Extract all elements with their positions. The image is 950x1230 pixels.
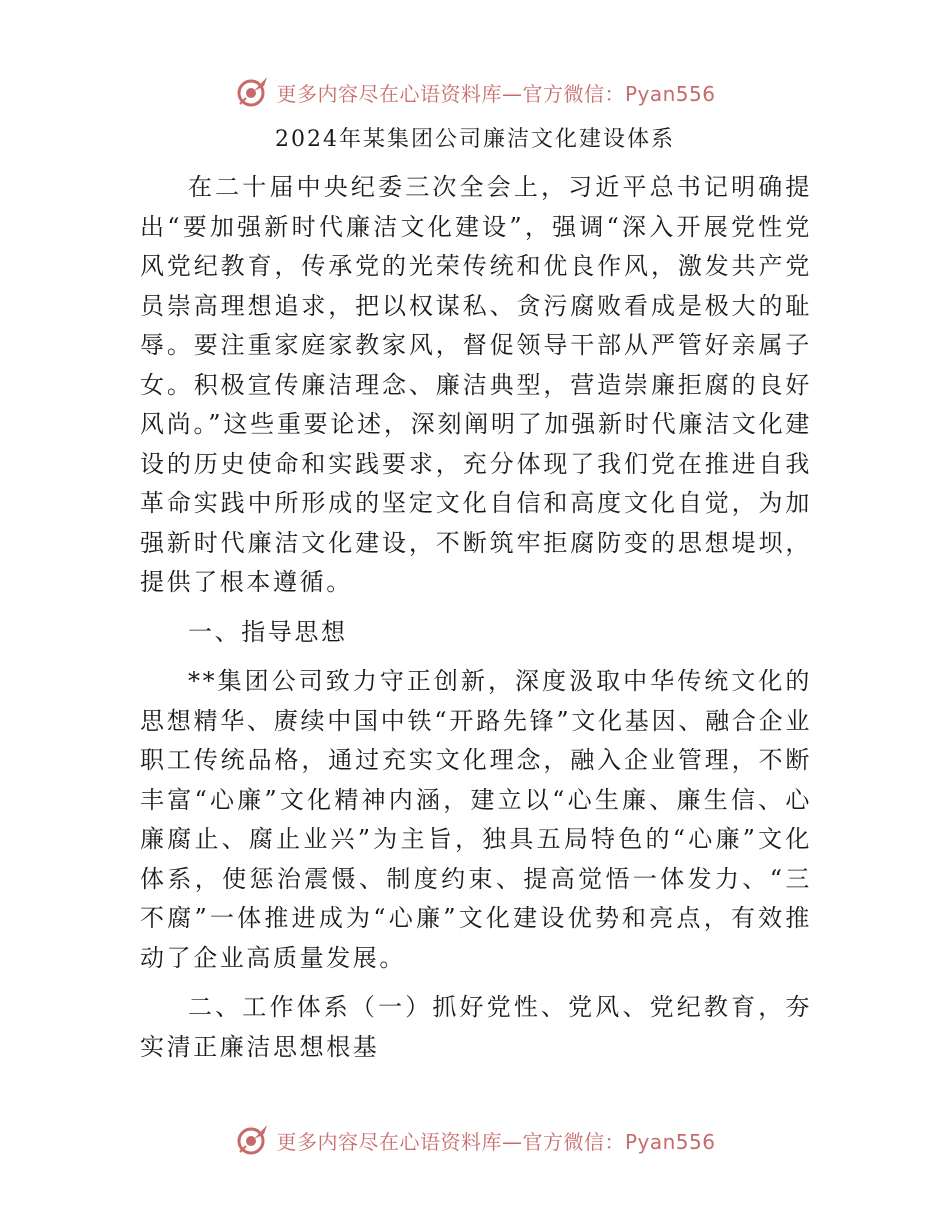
quill-circle-icon [234,74,270,110]
section-heading-guiding-thought: 一、指导思想 [188,617,348,646]
intro-paragraph: 在二十届中央纪委三次全会上，习近平总书记明确提出“要加强新时代廉洁文化建设”，强调“深入开展党性党风党纪教育，传承党的光荣传统和优良作风，激发共产党员崇高理想追求，把以权谋私、贪污腐败看成是极大的耻辱。要注重家庭家教家风，督促领导干部从严管好亲属子女。积极宣传廉洁理念、廉洁典型，营造崇廉拒腐的良好风尚。”这些重要论述，深刻阐明了加强新时代廉洁文化建设的历史使命和实践要求，充分体现了我们党在推进自我革命实践中所形成的坚定文化自信和高度文化自觉，为加强新时代廉洁文化建设，不断筑牢拒腐防变的思想堤坝，提供了根本遵循。 [140,173,812,596]
watermark-header [0,72,950,112]
watermark-text: 更多内容尽在心语资料库—官方微信：Pyan556 [276,81,716,106]
quill-circle-icon [234,1122,270,1158]
document-title: 2024年某集团公司廉洁文化建设体系 [275,127,675,152]
section-heading-work-system: 二、工作体系（一）抓好党性、党风、党纪教育，夯实清正廉洁思想根基 [140,993,812,1061]
watermark-text: 更多内容尽在心语资料库—官方微信：Pyan556 [276,1129,716,1154]
document-body [140,168,812,1067]
watermark-footer [0,1120,950,1160]
guiding-thought-paragraph: **集团公司致力守正创新，深度汲取中华传统文化的思想精华、赓续中国中铁“开路先锋”文化基因、融合企业职工传统品格，通过充实文化理念，融入企业管理，不断丰富“心廉”文化精神内涵，建立以“心生廉、廉生信、心廉腐止、腐止业兴”为主旨，独具五局特色的“心廉”文化体系，使惩治震慑、制度约束、提高觉悟一体发力、“三不腐”一体推进成为“心廉”文化建设优势和亮点，有效推动了企业高质量发展。 [140,667,812,972]
